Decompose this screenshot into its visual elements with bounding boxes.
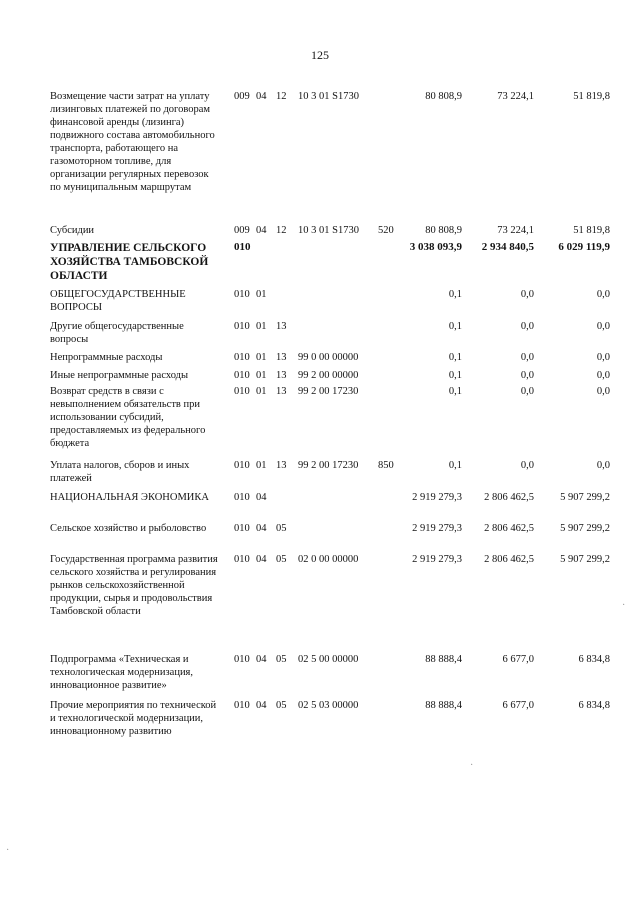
subsection-code: 05 [276,554,287,565]
value-year-3: 0,0 [596,289,610,300]
target-article: 10 3 01 S1730 [298,225,359,236]
value-year-3: 0,0 [596,321,610,332]
row-name: Другие общегосударственные вопросы [50,321,184,345]
expense-type: 850 [378,460,394,471]
row-name: ОБЩЕГОСУДАРСТВЕННЫЕ ВОПРОСЫ [50,289,186,313]
table-row [50,522,610,553]
subsection-code: 05 [276,654,287,665]
value-year-3: 6 834,8 [578,654,610,665]
section-code: 04 [256,554,267,565]
value-year-3: 0,0 [596,460,610,471]
value-year-1: 2 919 279,3 [412,554,462,565]
section-code: 01 [256,352,267,363]
value-year-3: 51 819,8 [573,91,610,102]
value-year-1: 0,1 [448,370,462,381]
section-code: 01 [256,289,267,300]
value-year-1: 0,1 [448,321,462,332]
scan-speck: · [470,760,474,771]
value-year-1: 3 038 093,9 [409,241,462,253]
row-name: Уплата налогов, сборов и иных платежей [50,460,190,484]
subsection-code: 12 [276,225,287,236]
scan-speck: · [622,600,626,611]
value-year-2: 0,0 [520,352,534,363]
table-row [50,653,610,699]
value-year-1: 80 808,9 [425,225,462,236]
table-row [50,90,610,224]
value-year-1: 0,1 [448,460,462,471]
value-year-1: 0,1 [448,386,462,397]
table-row [50,320,610,351]
section-code: 01 [256,460,267,471]
page-number: 125 [311,48,329,62]
value-year-2: 6 677,0 [502,700,534,711]
ministry-code: 009 [234,225,250,236]
section-code: 01 [256,321,267,332]
table-row [50,459,610,491]
value-year-3: 0,0 [596,352,610,363]
ministry-code: 010 [234,654,250,665]
table-row [50,369,610,385]
section-code: 04 [256,523,267,534]
value-year-1: 2 919 279,3 [412,523,462,534]
row-name: Возмещение части затрат на уплату лизинговых платежей по договорам финансовой аренды (лизинга) подвижного состава автомобильного транспорта, работающего на газомоторном топливе, для организации регулярных перевозок по муниципальным маршрутам [50,91,215,193]
value-year-3: 0,0 [596,370,610,381]
target-article: 02 5 03 00000 [298,700,359,711]
value-year-1: 0,1 [448,289,462,300]
table-row [50,241,610,288]
ministry-code: 010 [234,321,250,332]
section-code: 04 [256,492,267,503]
ministry-code: 010 [234,700,250,711]
ministry-code: 010 [234,492,250,503]
subsection-code: 05 [276,523,287,534]
table-row [50,491,610,522]
subsection-code: 13 [276,321,287,332]
value-year-2: 0,0 [520,321,534,332]
section-code: 04 [256,225,267,236]
row-name: НАЦИОНАЛЬНАЯ ЭКОНОМИКА [50,492,209,503]
row-name: Субсидии [50,225,95,236]
subsection-code: 13 [276,460,287,471]
table-row [50,385,610,459]
budget-table [50,90,610,759]
value-year-3: 51 819,8 [573,225,610,236]
expense-type: 520 [378,225,394,236]
target-article: 99 0 00 00000 [298,352,359,363]
table-row [50,224,610,241]
value-year-2: 0,0 [520,386,534,397]
row-name: УПРАВЛЕНИЕ СЕЛЬСКОГО ХОЗЯЙСТВА ТАМБОВСКОЙ ОБЛАСТИ [50,242,209,282]
value-year-1: 2 919 279,3 [412,492,462,503]
value-year-2: 73 224,1 [497,91,534,102]
ministry-code: 010 [234,386,250,397]
row-name: Государственная программа развития сельского хозяйства и регулирования рынков сельскохозяйственной продукции, сырья и продовольствия Тамбовской области [50,554,218,617]
scan-speck: · [6,845,10,856]
target-article: 10 3 01 S1730 [298,91,359,102]
subsection-code: 13 [276,352,287,363]
table-row [50,351,610,369]
row-name: Сельское хозяйство и рыболовство [50,523,207,534]
value-year-1: 80 808,9 [425,91,462,102]
ministry-code: 010 [234,241,251,253]
target-article: 99 2 00 17230 [298,460,359,471]
value-year-2: 6 677,0 [502,654,534,665]
table-row [50,699,610,759]
subsection-code: 13 [276,370,287,381]
value-year-2: 2 806 462,5 [484,492,534,503]
section-code: 01 [256,370,267,381]
row-name: Возврат средств в связи с невыполнением обязательств при использовании субсидий, предоставляемых из федерального бюджета [50,386,206,449]
ministry-code: 009 [234,91,250,102]
value-year-3: 6 834,8 [578,700,610,711]
value-year-2: 0,0 [520,370,534,381]
value-year-3: 5 907 299,2 [560,523,610,534]
section-code: 04 [256,654,267,665]
value-year-1: 0,1 [448,352,462,363]
value-year-2: 2 806 462,5 [484,554,534,565]
section-code: 04 [256,700,267,711]
value-year-1: 88 888,4 [425,654,462,665]
value-year-3: 5 907 299,2 [560,554,610,565]
ministry-code: 010 [234,289,250,300]
target-article: 99 2 00 17230 [298,386,359,397]
ministry-code: 010 [234,460,250,471]
row-name: Прочие мероприятия по технической и технологической модернизации, инновационному развитию [50,700,217,737]
value-year-3: 0,0 [596,386,610,397]
value-year-1: 88 888,4 [425,700,462,711]
value-year-2: 2 806 462,5 [484,523,534,534]
value-year-2: 2 934 840,5 [481,241,534,253]
subsection-code: 13 [276,386,287,397]
ministry-code: 010 [234,554,250,565]
ministry-code: 010 [234,370,250,381]
row-name: Непрограммные расходы [50,352,163,363]
ministry-code: 010 [234,523,250,534]
row-name: Иные непрограммные расходы [50,370,189,381]
value-year-2: 0,0 [520,289,534,300]
target-article: 02 5 00 00000 [298,654,359,665]
section-code: 01 [256,386,267,397]
value-year-2: 73 224,1 [497,225,534,236]
value-year-2: 0,0 [520,460,534,471]
value-year-3: 5 907 299,2 [560,492,610,503]
row-name: Подпрограмма «Техническая и технологическая модернизация, инновационное развитие» [50,654,194,691]
subsection-code: 12 [276,91,287,102]
ministry-code: 010 [234,352,250,363]
table-row [50,553,610,653]
value-year-3: 6 029 119,9 [558,241,610,253]
target-article: 02 0 00 00000 [298,554,359,565]
section-code: 04 [256,91,267,102]
subsection-code: 05 [276,700,287,711]
table-row [50,288,610,320]
target-article: 99 2 00 00000 [298,370,359,381]
